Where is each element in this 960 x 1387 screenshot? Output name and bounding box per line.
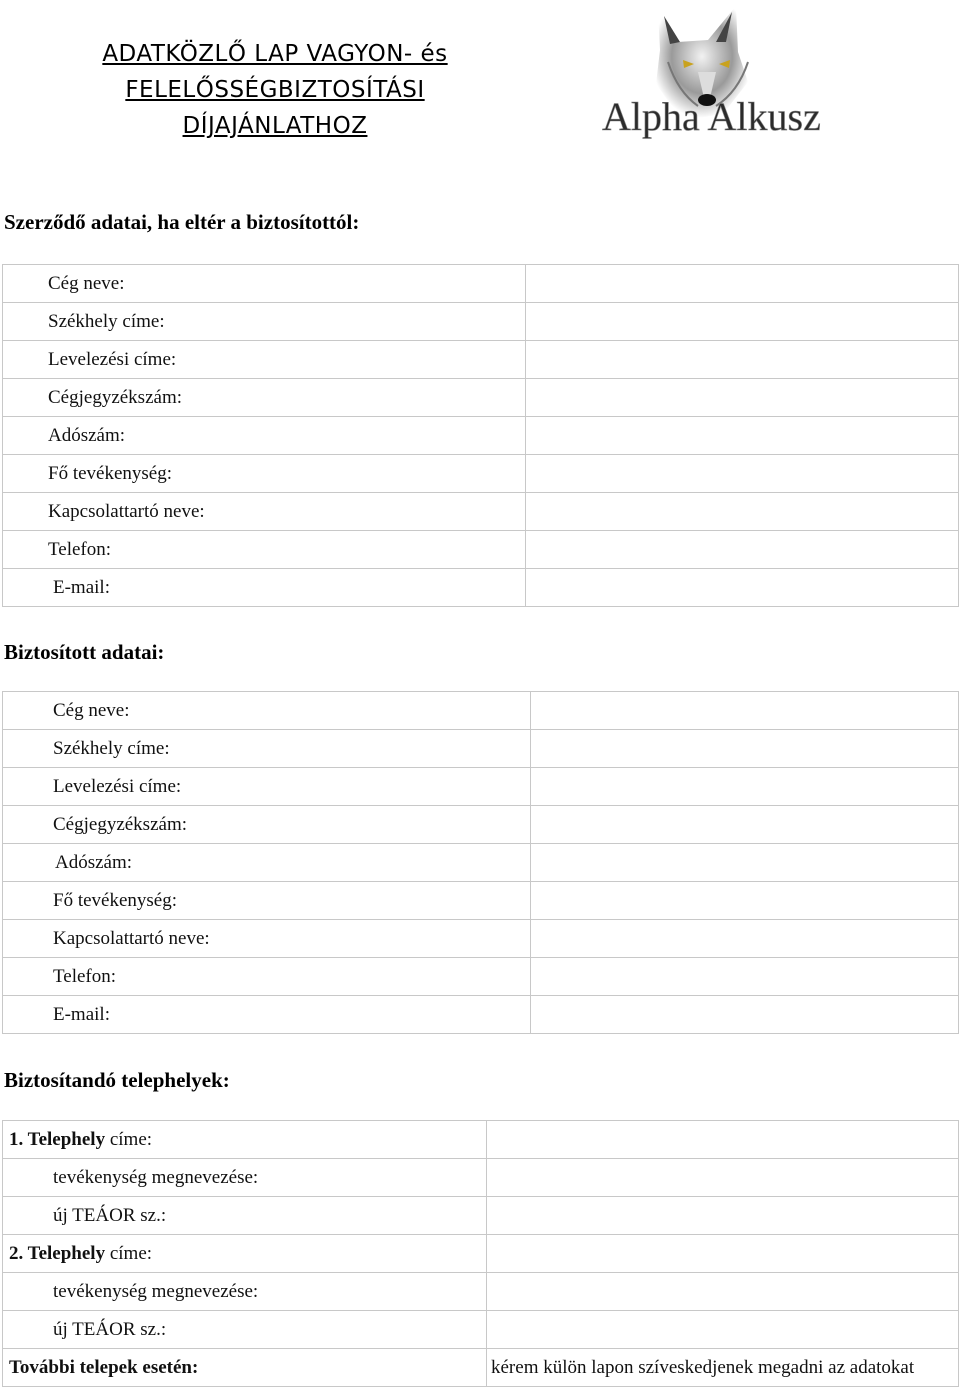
label-registration-number: Cégjegyzékszám:: [3, 379, 526, 417]
label-headquarters: Székhely címe:: [3, 303, 526, 341]
field-main-activity[interactable]: [531, 882, 959, 920]
more-sites-note: kérem külön lapon szíveskedjenek megadni az adatokat: [487, 1349, 959, 1387]
label-site-1-teaor: új TEÁOR sz.:: [3, 1197, 487, 1235]
field-tax-number[interactable]: [531, 844, 959, 882]
field-mailing-address[interactable]: [526, 341, 959, 379]
field-tax-number[interactable]: [526, 417, 959, 455]
label-phone: Telefon:: [3, 531, 526, 569]
label-more-sites: További telepek esetén:: [3, 1349, 487, 1387]
title-line-3: DÍJAJÁNLATHOZ: [182, 113, 368, 139]
section-contracting-party-heading: Szerződő adatai, ha eltér a biztosítottól:: [4, 210, 360, 234]
field-site-2-address[interactable]: [487, 1235, 959, 1273]
label-tax-number: Adószám:: [3, 417, 526, 455]
field-phone[interactable]: [526, 531, 959, 569]
field-site-2-teaor[interactable]: [487, 1311, 959, 1349]
field-site-1-address[interactable]: [487, 1121, 959, 1159]
label-main-activity: Fő tevékenység:: [3, 455, 526, 493]
field-site-1-teaor[interactable]: [487, 1197, 959, 1235]
field-headquarters[interactable]: [531, 730, 959, 768]
field-email[interactable]: [531, 996, 959, 1034]
field-main-activity[interactable]: [526, 455, 959, 493]
label-company-name: Cég neve:: [3, 265, 526, 303]
title-line-2: FELELŐSSÉGBIZTOSÍTÁSI: [125, 77, 425, 103]
field-company-name[interactable]: [531, 692, 959, 730]
label-mailing-address: Levelezési címe:: [3, 768, 531, 806]
document-title: [40, 36, 510, 144]
label-email: E-mail:: [3, 569, 526, 607]
label-site-1-address: 1. Telephely címe:: [3, 1121, 487, 1159]
label-site-2-activity: tevékenység megnevezése:: [3, 1273, 487, 1311]
field-site-1-activity[interactable]: [487, 1159, 959, 1197]
section-insured-heading: Biztosított adatai:: [4, 640, 165, 664]
field-contact-name[interactable]: [526, 493, 959, 531]
field-email[interactable]: [526, 569, 959, 607]
label-headquarters: Székhely címe:: [3, 730, 531, 768]
label-contact-name: Kapcsolattartó neve:: [3, 493, 526, 531]
field-registration-number[interactable]: [531, 806, 959, 844]
label-site-2-address: 2. Telephely címe:: [3, 1235, 487, 1273]
label-site-1-activity: tevékenység megnevezése:: [3, 1159, 487, 1197]
field-contact-name[interactable]: [531, 920, 959, 958]
sites-table: [2, 1120, 959, 1387]
label-registration-number: Cégjegyzékszám:: [3, 806, 531, 844]
label-contact-name: Kapcsolattartó neve:: [3, 920, 531, 958]
section-sites-heading: Biztosítandó telephelyek:: [4, 1068, 230, 1092]
field-registration-number[interactable]: [526, 379, 959, 417]
contracting-party-table: [2, 264, 959, 607]
alpha-alkusz-logo: [598, 2, 848, 152]
insured-table: [2, 691, 959, 1034]
label-mailing-address: Levelezési címe:: [3, 341, 526, 379]
label-company-name: Cég neve:: [3, 692, 531, 730]
label-phone: Telefon:: [3, 958, 531, 996]
title-line-1: ADATKÖZLŐ LAP VAGYON- és: [102, 41, 448, 67]
field-headquarters[interactable]: [526, 303, 959, 341]
logo-text: Alpha Alkusz: [602, 94, 821, 139]
field-mailing-address[interactable]: [531, 768, 959, 806]
label-main-activity: Fő tevékenység:: [3, 882, 531, 920]
field-phone[interactable]: [531, 958, 959, 996]
field-company-name[interactable]: [526, 265, 959, 303]
label-email: E-mail:: [3, 996, 531, 1034]
label-tax-number: Adószám:: [3, 844, 531, 882]
label-site-2-teaor: új TEÁOR sz.:: [3, 1311, 487, 1349]
field-site-2-activity[interactable]: [487, 1273, 959, 1311]
